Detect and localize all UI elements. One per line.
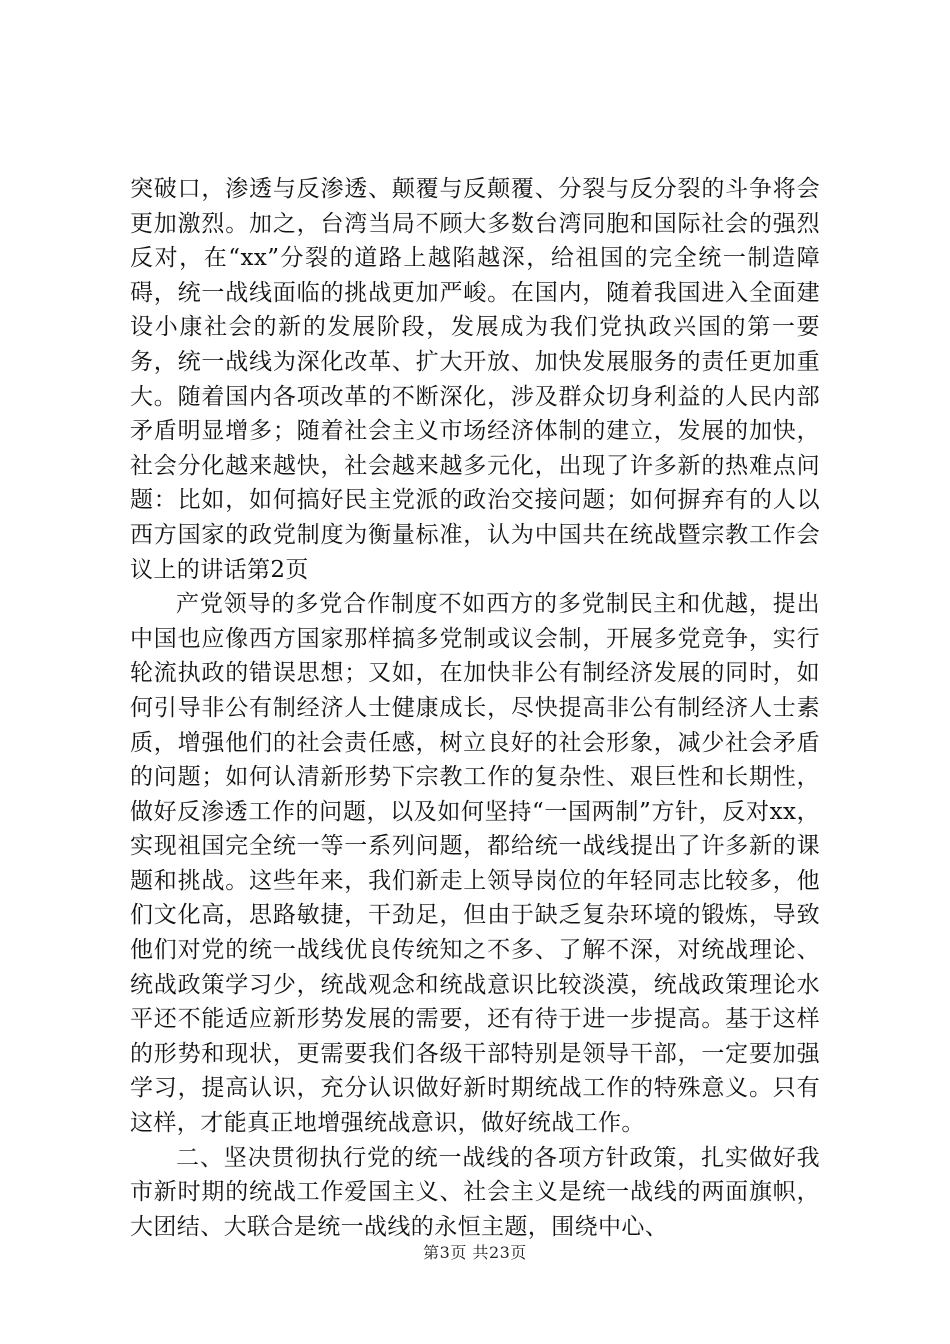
paragraph-2: 产党领导的多党合作制度不如西方的多党制民主和优越，提出中国也应像西方国家那样搞多党制或议会制，开展多党竞争，实行轮流执政的错误思想；又如，在加快非公有制经济发展的同时，如何引导非公有制经济人士健康成长，尽快提高非公有制经济人士素质，增强他们的社会责任感，树立良好的社会形象，减少社会矛盾的问题；如何认清新形势下宗教工作的复杂性、艰巨性和长期性，做好反渗透工作的问题，以及如何坚持“一国两制”方针，反对xx，实现祖国完全统一等一系列问题，都给统一战线提出了许多新的课题和挑战。这些年来，我们新走上领导岗位的年轻同志比较多，他们文化高，思路敏捷，干劲足，但由于缺乏复杂环境的锻炼，导致他们对党的统一战线优良传统知之不多、了解不深，对统战理论、统战政策学习少，统战观念和统战意识比较淡漠，统战政策理论水平还不能适应新形势发展的需要，还有待于进一步提高。基于这样的形势和现状，更需要我们各级干部特别是领导干部，一定要加强学习，提高认识，充分认识做好新时期统战工作的特殊意义。只有这样，才能真正地增强统战意识，做好统战工作。 [130,591,820,1137]
paragraph-3: 二、坚决贯彻执行党的统一战线的各项方针政策，扎实做好我市新时期的统战工作爱国主义、社会主义是统一战线的两面旗帜，大团结、大联合是统一战线的永恒主题，围绕中心、 [130,1144,820,1240]
paragraph-1: 突破口，渗透与反渗透、颠覆与反颠覆、分裂与反分裂的斗争将会更加激烈。加之，台湾当局不顾大多数台湾同胞和国际社会的强烈反对，在“xx”分裂的道路上越陷越深，给祖国的完全统一制造障碍，统一战线面临的挑战更加严峻。在国内，随着我国进入全面建设小康社会的新的发展阶段，发展成为我们党执政兴国的第一要务，统一战线为深化改革、扩大开放、加快发展服务的责任更加重大。随着国内各项改革的不断深化，涉及群众切身利益的人民内部矛盾明显增多；随着社会主义市场经济体制的建立，发展的加快，社会分化越来越快，社会越来越多元化，出现了许多新的热难点问题：比如，如何搞好民主党派的政治交接问题；如何摒弃有的人以西方国家的政党制度为衡量标准，认为中国共在统战暨宗教工作会议上的讲话第2页 [130,176,820,583]
document-body [130,172,820,1244]
page-number-footer: 第3页 共23页 [423,1243,527,1262]
